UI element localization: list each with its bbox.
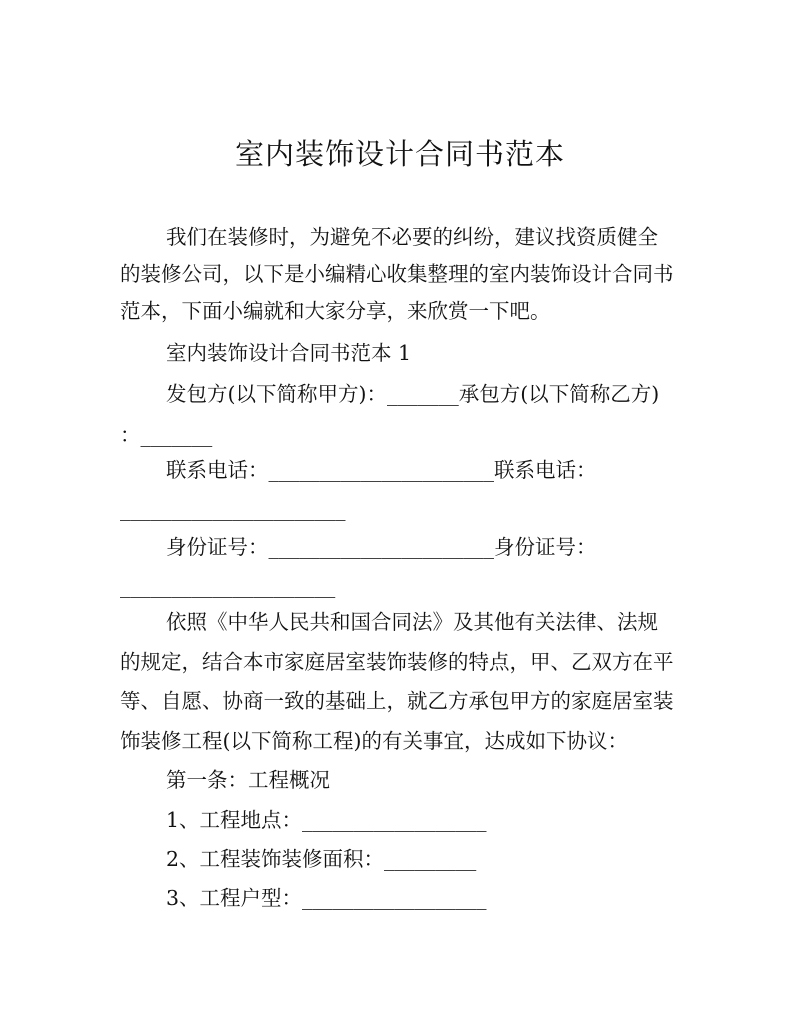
phone-field-line: 联系电话：______________________联系电话：	[166, 458, 597, 482]
paragraph-line-1: 我们在装修时，为避免不必要的纠纷，建议找资质健全	[166, 225, 658, 249]
article-one-heading: 第一条：工程概况	[166, 768, 330, 792]
document-title: 室内装饰设计合同书范本	[234, 137, 565, 171]
section-heading: 室内装饰设计合同书范本 1	[166, 341, 412, 365]
party-a-field-line: 发包方(以下简称甲方)：_______承包方(以下简称乙方)	[166, 382, 660, 406]
paragraph-line-7: 饰装修工程(以下简称工程)的有关事宜，达成如下协议：	[120, 729, 628, 753]
paragraph-line-5: 的规定，结合本市家庭居室装饰装修的特点，甲、乙双方在平	[120, 650, 674, 674]
paragraph-line-2: 的装修公司，以下是小编精心收集整理的室内装饰设计合同书	[120, 262, 674, 286]
project-layout-line: 3、工程户型：__________________	[166, 886, 487, 910]
phone-field-blank: ______________________	[120, 497, 346, 521]
project-location-line: 1、工程地点：__________________	[166, 808, 487, 832]
paragraph-line-3: 范本，下面小编就和大家分享，来欣赏一下吧。	[120, 299, 551, 323]
id-number-field-blank: _____________________	[120, 574, 336, 598]
project-area-line: 2、工程装饰装修面积：_________	[166, 847, 477, 871]
id-number-field-line: 身份证号：______________________身份证号：	[166, 535, 597, 559]
party-b-field-line: ：_______	[120, 423, 213, 447]
paragraph-line-4: 依照《中华人民共和国合同法》及其他有关法律、法规	[166, 610, 658, 634]
paragraph-line-6: 等、自愿、协商一致的基础上，就乙方承包甲方的家庭居室装	[120, 689, 674, 713]
